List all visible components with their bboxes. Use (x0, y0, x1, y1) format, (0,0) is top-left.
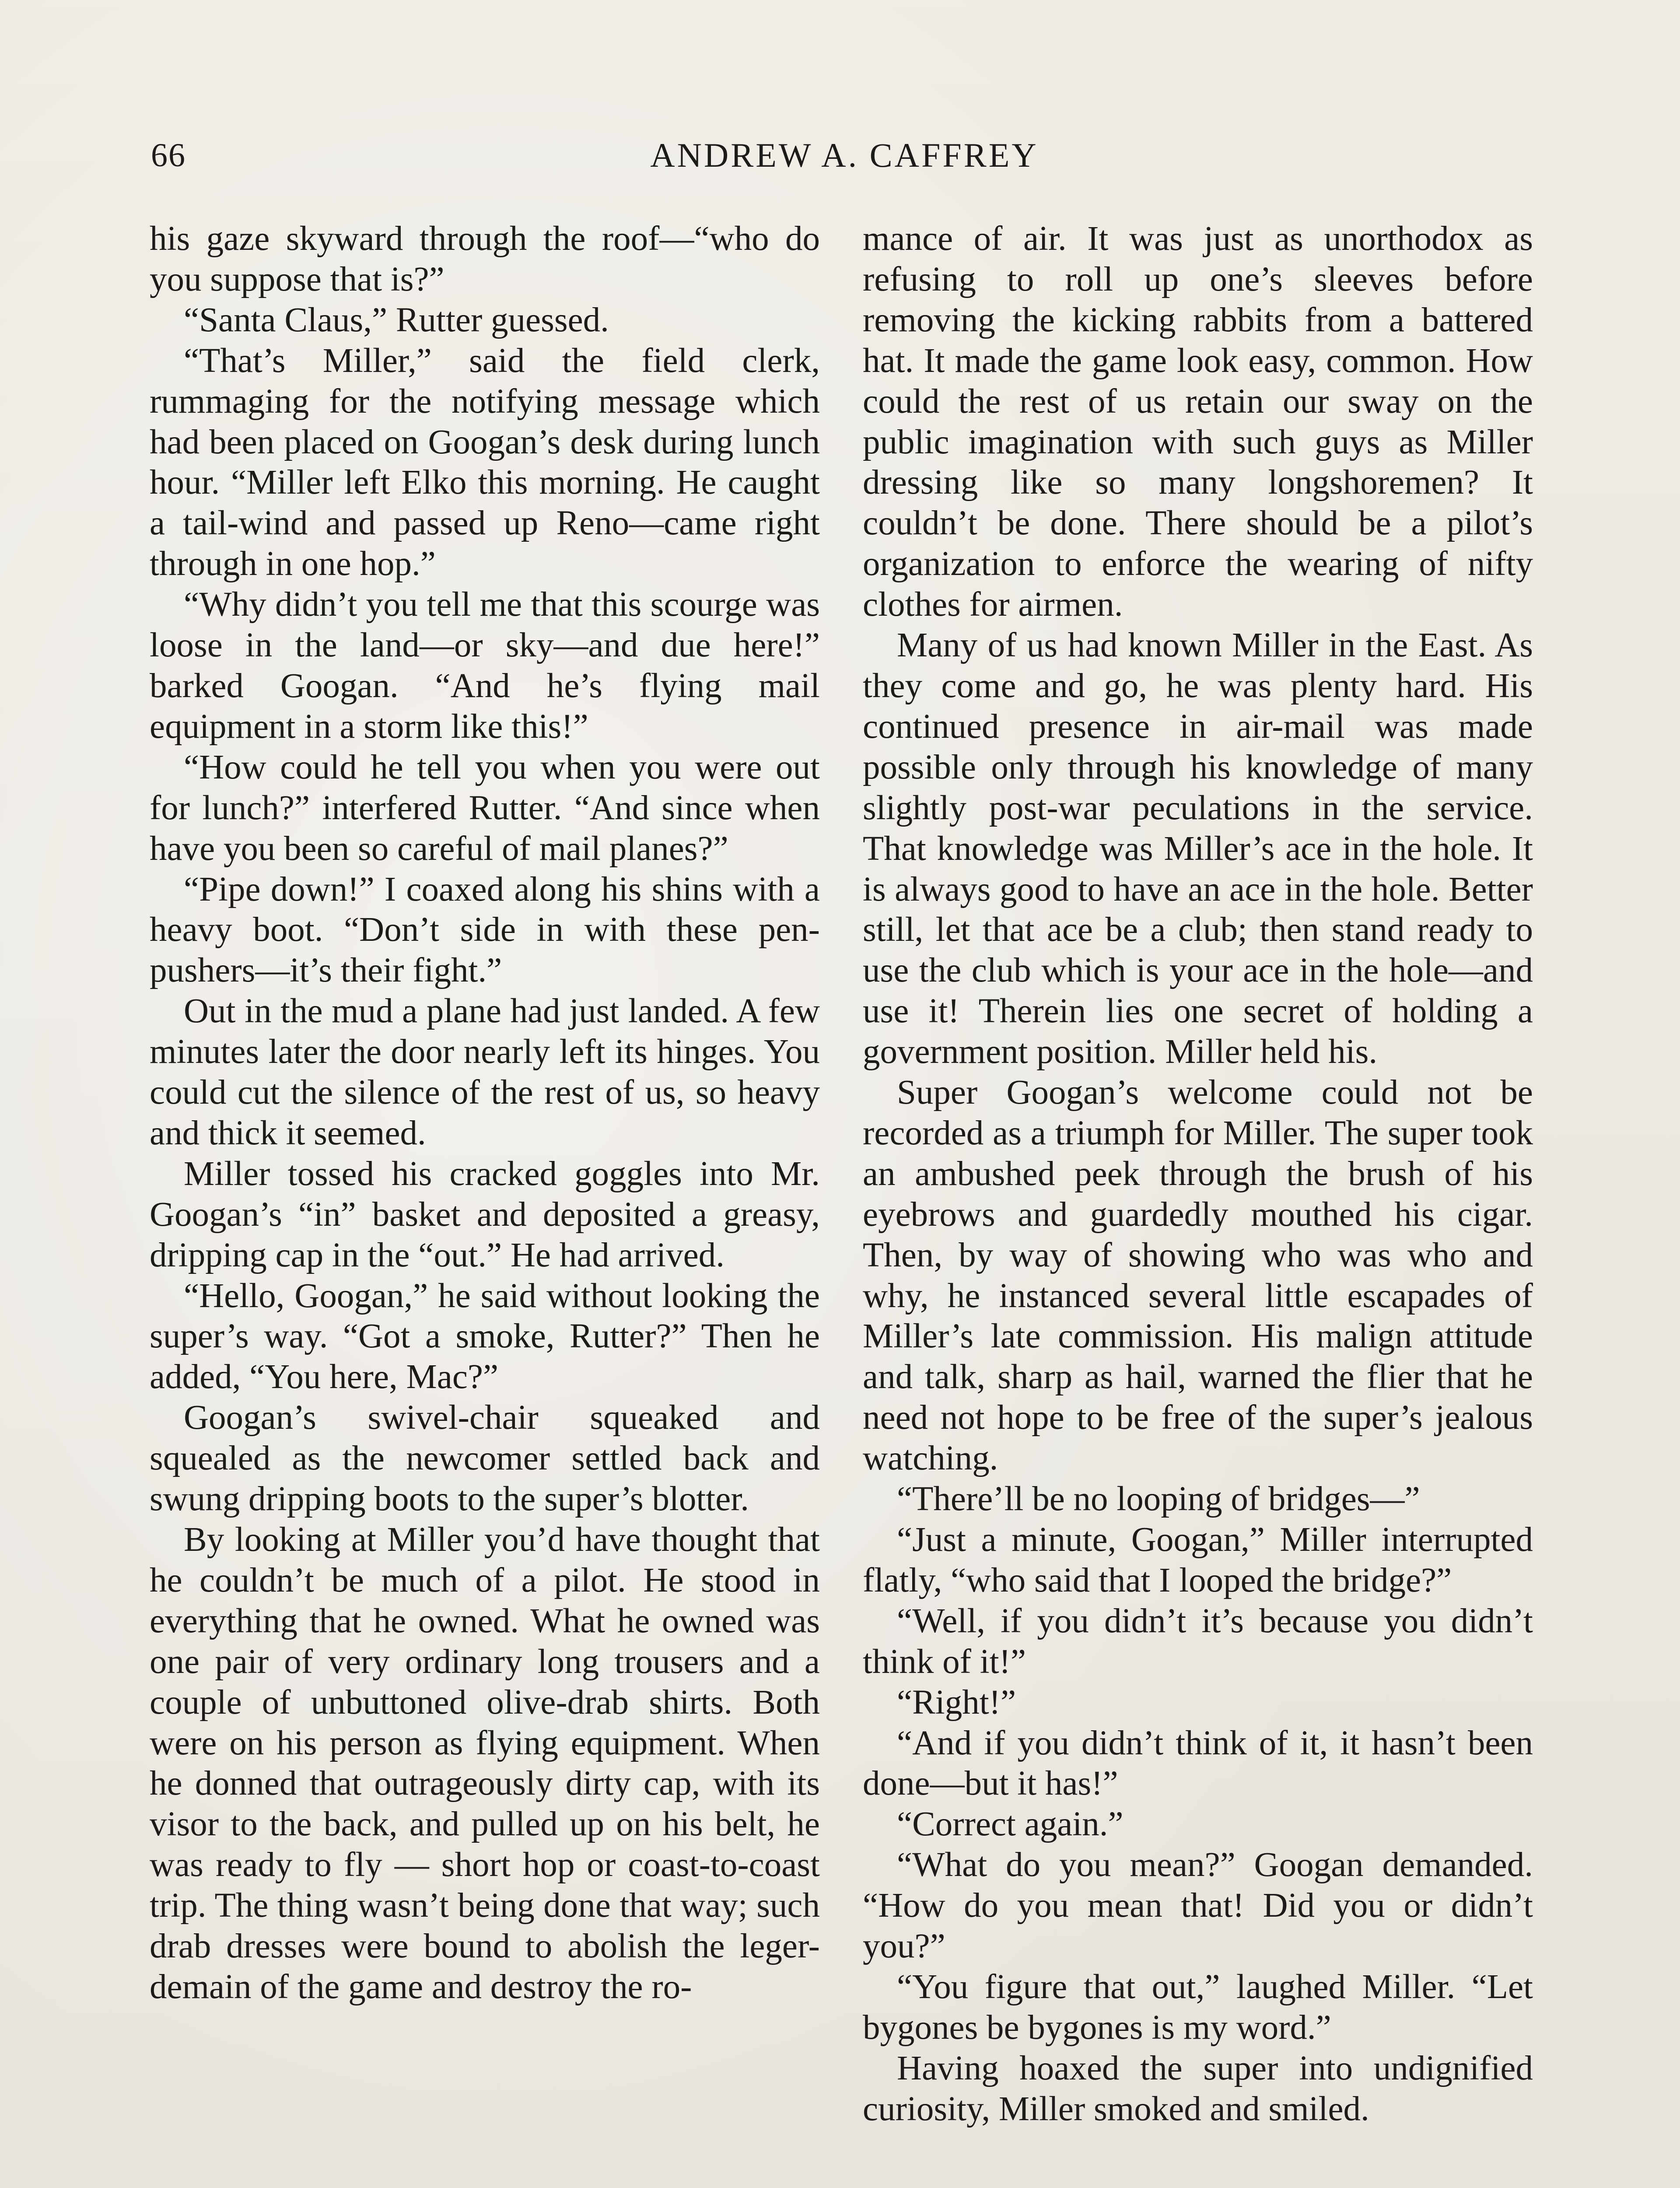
paragraph: Super Googan’s welcome could not be recorded as a triumph for Miller. The super took an ambushed peek through the brush of his eyebrows and guardedly mouthed his cigar. Then, by way of showing who was who and why, he instanced several little escapades of Miller’s late commission. His malign attitude and talk, sharp as hail, warned the flier that he need not hope to be free of the super’s jealous watching. (863, 1073, 1533, 1478)
paragraph: “Just a minute, Googan,” Miller interrupted flatly, “who said that I looped the bridge?” (863, 1521, 1533, 1599)
paragraph: his gaze skyward through the roof—“who do you suppose that is?” (150, 220, 820, 298)
paragraph: “How could he tell you when you were out for lunch?” interfered Rutter. “And since when have you been so careful of mail planes?” (150, 748, 820, 868)
paragraph: Having hoaxed the super into undignified curiosity, Miller smoked and smiled. (863, 2049, 1533, 2128)
paragraph: “Why didn’t you tell me that this scourge was loose in the land—or sky—and due here!” barked Googan. “And he’s flying mail equipment in a storm like this!” (150, 586, 820, 746)
paragraph: “Correct again.” (897, 1805, 1124, 1844)
page-header (151, 131, 1538, 179)
paragraph: By looking at Miller you’d have thought that he couldn’t be much of a pilot. He stood in everything that he owned. What he owned was one pair of very ordinary long trousers and a couple of unbuttoned olive-drab shirts. Both were on his person as flying equipment. When he donned that outrageously dirty cap, with its visor to the back, and pulled up on his belt, he was ready to fly — short hop or coast-to-coast trip. The thing wasn’t being done that way; such drab dresses were bound to abolish the leger-demain of the game and destroy the ro- (150, 1521, 820, 2006)
running-head: ANDREW A. CAFFREY (650, 136, 1039, 174)
paragraph: “You figure that out,” laughed Miller. “Let bygones be bygones is my word.” (863, 1967, 1533, 2047)
left-column (150, 219, 820, 2008)
paragraph: “Hello, Googan,” he said without looking the super’s way. “Got a smoke, Rutter?” Then he added, “You here, Mac?” (150, 1276, 820, 1396)
paragraph: Many of us had known Miller in the East. As they come and go, he was plenty hard. His continued presence in air-mail was made possible only through his knowledge of many slightly post-war peculations in the service. That knowledge was Miller’s ace in the hole. It is always good to have an ace in the hole. Better still, let that ace be a club; then stand ready to use the club which is your ace in the hole—and use it! Therein lies one secret of holding a government position. Miller held his. (863, 626, 1533, 1071)
paragraph: Miller tossed his cracked goggles into Mr. Googan’s “in” basket and deposited a greasy, dripping cap in the “out.” He had arrived. (150, 1154, 820, 1274)
paragraph: Out in the mud a plane had just landed. A few minutes later the door nearly left its hinges. You could cut the silence of the rest of us, so heavy and thick it seemed. (150, 992, 820, 1152)
paragraph: “Right!” (897, 1683, 1016, 1722)
page-number: 66 (151, 137, 186, 174)
right-column (863, 219, 1533, 2130)
paragraph: “There’ll be no looping of bridges—” (897, 1480, 1420, 1518)
paragraph: mance of air. It was just as unorthodox as refusing to roll up one’s sleeves before removing the kicking rabbits from a battered hat. It made the game look easy, common. How could the rest of us retain our sway on the public imagination with such guys as Miller dressing like so many longshoremen? It couldn’t be done. There should be a pilot’s organization to enforce the wearing of nifty clothes for airmen. (863, 220, 1533, 624)
paragraph: Googan’s swivel-chair squeaked and squealed as the newcomer settled back and swung dripping boots to the super’s blotter. (150, 1399, 820, 1518)
paragraph: “Pipe down!” I coaxed along his shins with a heavy boot. “Don’t side in with these pen-pushers—it’s their fight.” (150, 870, 820, 990)
paragraph: “Well, if you didn’t it’s because you didn’t think of it!” (863, 1602, 1533, 1681)
paragraph: “What do you mean?” Googan demanded. “How do you mean that! Did you or didn’t you?” (863, 1846, 1533, 1966)
paragraph: “And if you didn’t think of it, it hasn’t been done—but it has!” (863, 1724, 1533, 1803)
paragraph: “Santa Claus,” Rutter guessed. (184, 301, 609, 339)
paragraph: “That’s Miller,” said the field clerk, rummaging for the notifying message which had been placed on Googan’s desk during lunch hour. “Miller left Elko this morning. He caught a tail-wind and passed up Reno—came right through in one hop.” (150, 341, 820, 583)
